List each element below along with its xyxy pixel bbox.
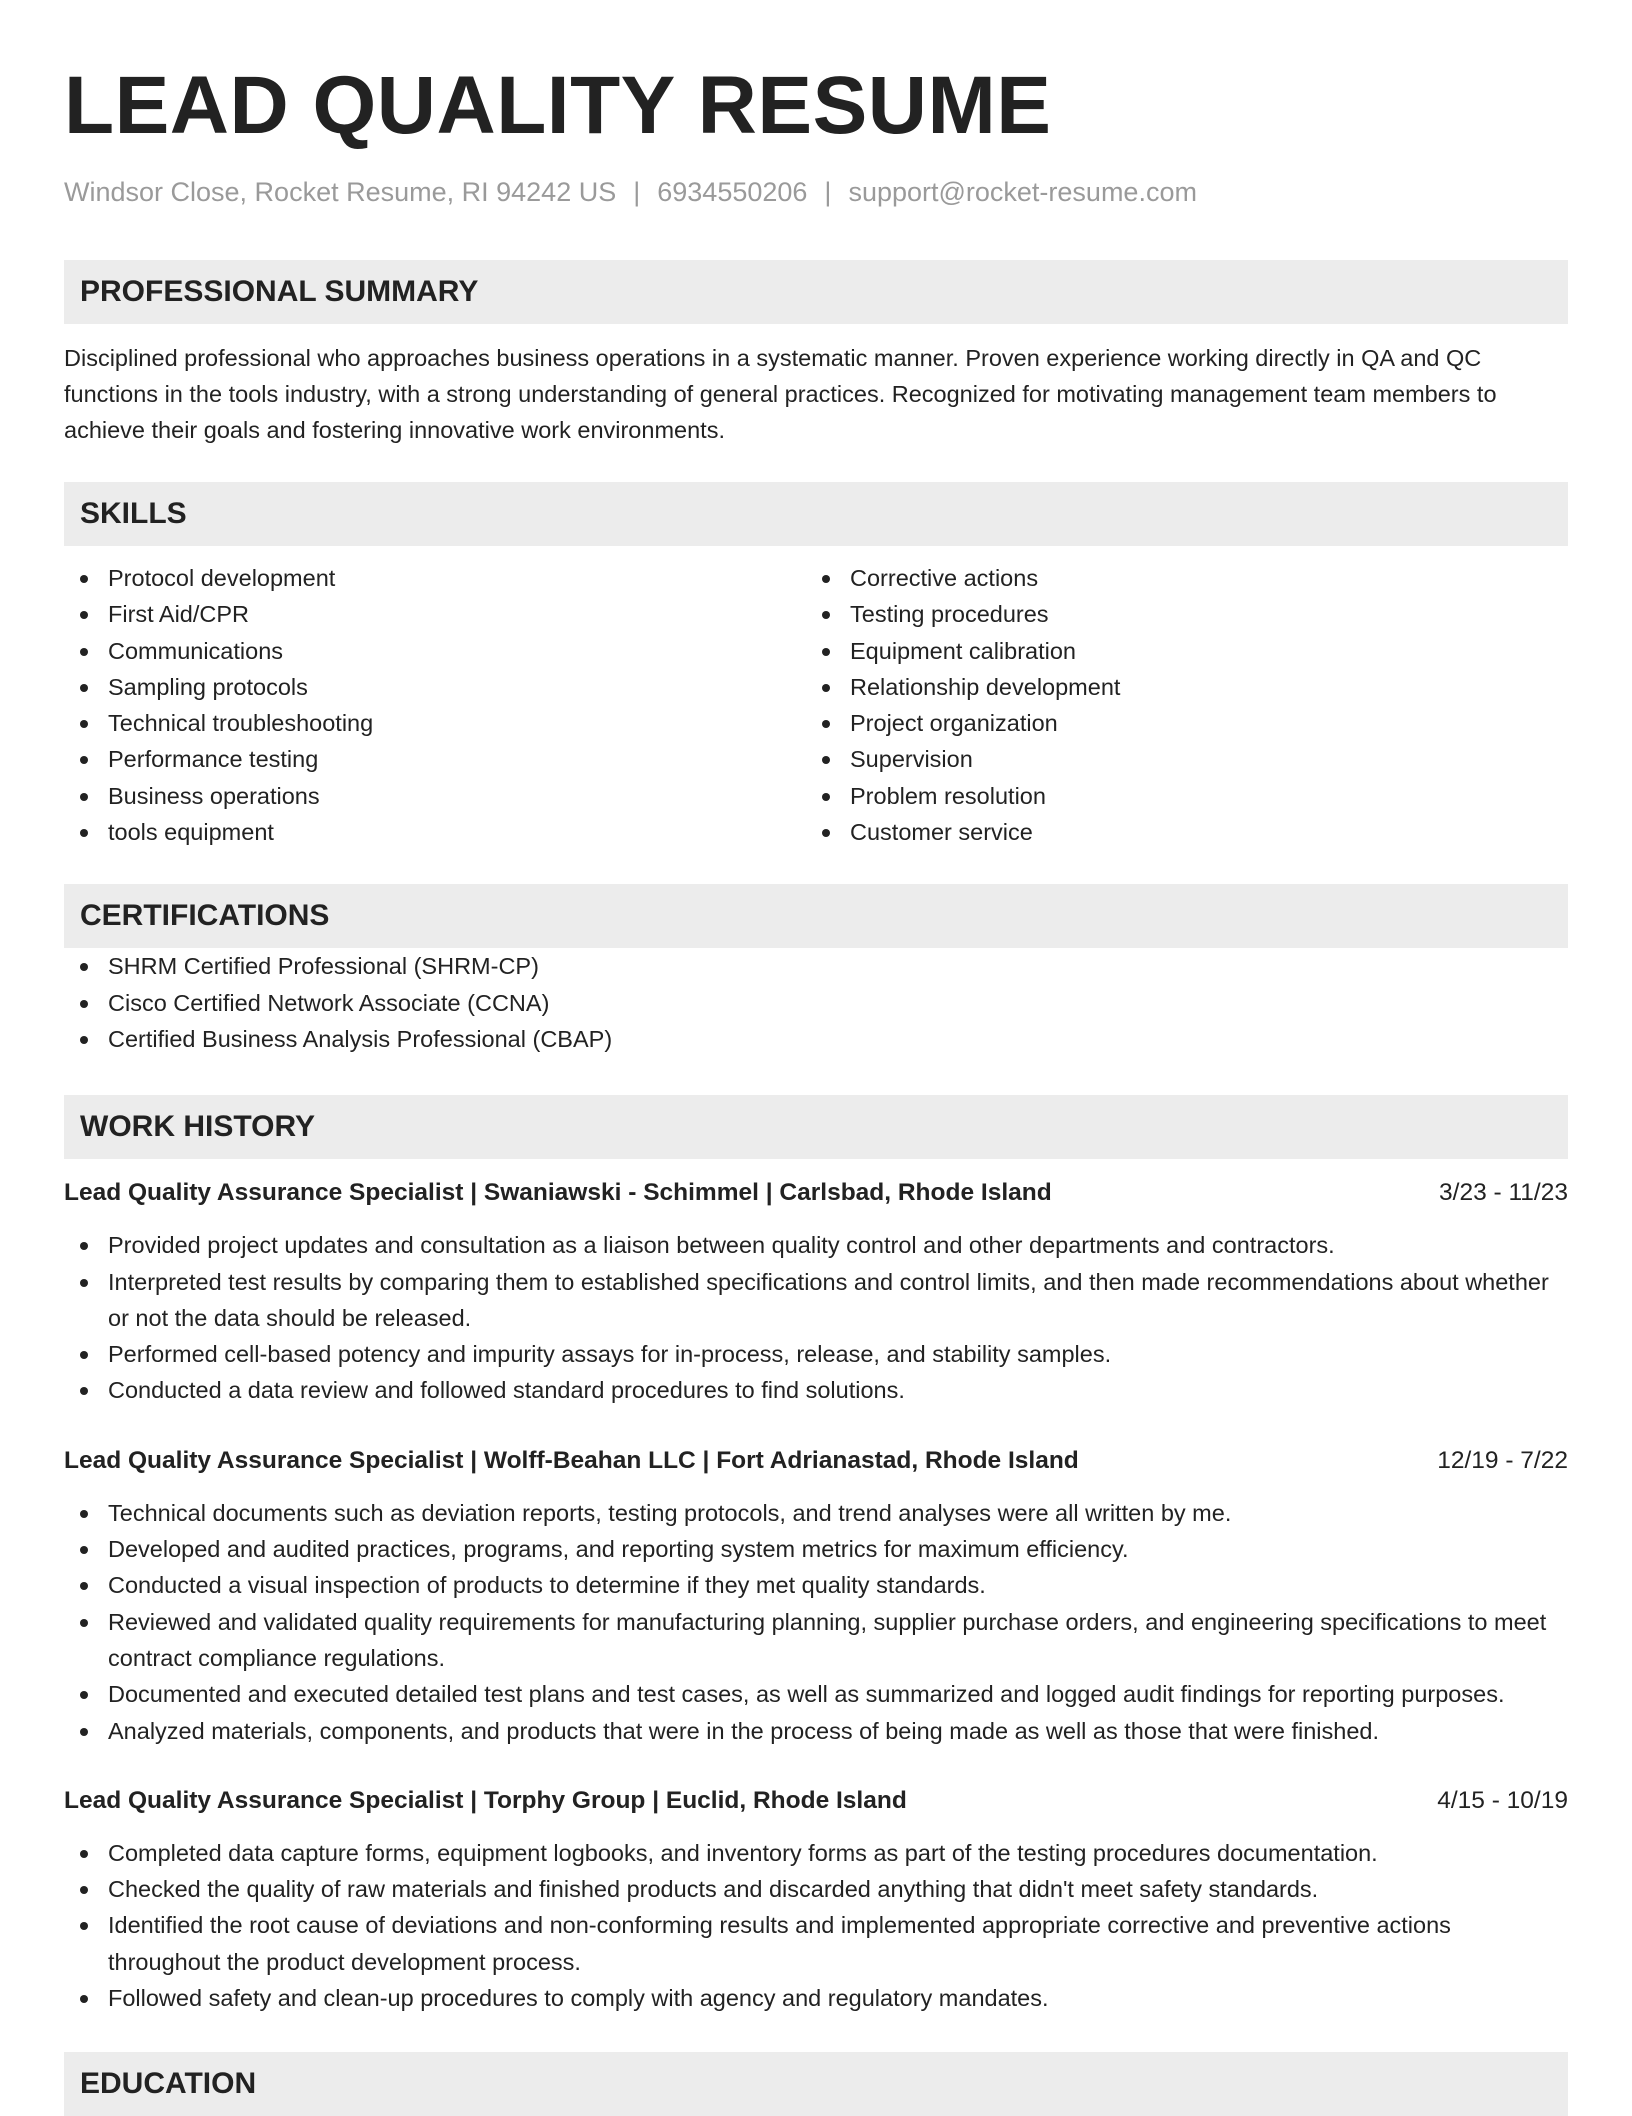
skill-item: Project organization xyxy=(806,705,1548,741)
skill-item: Technical troubleshooting xyxy=(64,705,806,741)
job-entry xyxy=(64,1443,1568,1749)
job-bullets xyxy=(64,1495,1568,1749)
job-bullet: Completed data capture forms, equipment logbooks, and inventory forms as part of the testing procedures documentation. xyxy=(64,1835,1568,1871)
contact-phone: 6934550206 xyxy=(657,177,808,207)
skill-item: Equipment calibration xyxy=(806,633,1548,669)
contact-line xyxy=(64,174,1568,210)
contact-separator: | xyxy=(824,177,832,207)
skills-column-right xyxy=(806,560,1548,850)
certification-item: SHRM Certified Professional (SHRM-CP) xyxy=(64,948,1568,984)
skill-item: Corrective actions xyxy=(806,560,1548,596)
job-header xyxy=(64,1175,1568,1211)
job-bullet: Reviewed and validated quality requirements for manufacturing planning, supplier purchase orders, and engineering specifications to meet contract compliance regulations. xyxy=(64,1604,1568,1677)
job-entry xyxy=(64,1175,1568,1408)
job-bullet: Provided project updates and consultation as a liaison between quality control and other departments and contractors. xyxy=(64,1227,1568,1263)
job-title: Lead Quality Assurance Specialist | Torphy Group | Euclid, Rhode Island xyxy=(64,1786,907,1814)
skill-item: Problem resolution xyxy=(806,778,1548,814)
resume-page xyxy=(64,0,1568,2116)
certification-item: Certified Business Analysis Professional (CBAP) xyxy=(64,1021,1568,1057)
skill-item: Supervision xyxy=(806,741,1548,777)
skill-item: Sampling protocols xyxy=(64,669,806,705)
skills-grid xyxy=(64,560,1568,850)
skill-item: Relationship development xyxy=(806,669,1548,705)
certification-item: Cisco Certified Network Associate (CCNA) xyxy=(64,985,1568,1021)
skill-item: Performance testing xyxy=(64,741,806,777)
job-bullet: Interpreted test results by comparing them to established specifications and control limits, and then made recommendations about whether or not the data should be released. xyxy=(64,1264,1568,1337)
skill-item: Communications xyxy=(64,633,806,669)
job-title: Lead Quality Assurance Specialist | Swaniawski - Schimmel | Carlsbad, Rhode Island xyxy=(64,1179,1052,1207)
contact-separator: | xyxy=(633,177,641,207)
contact-email: support@rocket-resume.com xyxy=(848,177,1197,207)
job-bullet: Technical documents such as deviation reports, testing protocols, and trend analyses were all written by me. xyxy=(64,1495,1568,1531)
job-bullets xyxy=(64,1227,1568,1408)
resume-name: LEAD QUALITY RESUME xyxy=(64,60,1052,151)
job-dates: 3/23 - 11/23 xyxy=(1439,1179,1568,1207)
job-title: Lead Quality Assurance Specialist | Wolff-Beahan LLC | Fort Adrianastad, Rhode Island xyxy=(64,1446,1079,1474)
skill-item: Testing procedures xyxy=(806,596,1548,632)
job-bullet: Documented and executed detailed test plans and test cases, as well as summarized and logged audit findings for reporting purposes. xyxy=(64,1676,1568,1712)
skill-item: Customer service xyxy=(806,814,1548,850)
job-bullet: Conducted a visual inspection of products to determine if they met quality standards. xyxy=(64,1567,1568,1603)
job-bullet: Checked the quality of raw materials and finished products and discarded anything that didn't meet safety standards. xyxy=(64,1871,1568,1907)
section-header-skills: SKILLS xyxy=(64,482,1568,546)
job-entry xyxy=(64,1783,1568,2016)
section-header-education: EDUCATION xyxy=(64,2052,1568,2116)
section-header-certifications: CERTIFICATIONS xyxy=(64,884,1568,948)
skills-list-left xyxy=(64,560,806,850)
skill-item: tools equipment xyxy=(64,814,806,850)
job-bullet: Conducted a data review and followed standard procedures to find solutions. xyxy=(64,1372,1568,1408)
skill-item: First Aid/CPR xyxy=(64,596,806,632)
skills-column-left xyxy=(64,560,806,850)
contact-address: Windsor Close, Rocket Resume, RI 94242 US xyxy=(64,177,617,207)
job-bullet: Analyzed materials, components, and products that were in the process of being made as well as those that were finished. xyxy=(64,1713,1568,1749)
skill-item: Business operations xyxy=(64,778,806,814)
job-bullet: Developed and audited practices, programs, and reporting system metrics for maximum efficiency. xyxy=(64,1531,1568,1567)
certifications-list xyxy=(64,948,1568,1057)
summary-text: Disciplined professional who approaches business operations in a systematic manner. Proven experience working directly in QA and QC functions in the tools industry, with a strong understanding of general practices. Recognized for motivating management team members to achieve their goals and fostering innovative work environments. xyxy=(64,345,1497,443)
job-dates: 12/19 - 7/22 xyxy=(1437,1446,1568,1474)
skills-list-right xyxy=(806,560,1548,850)
job-header xyxy=(64,1443,1568,1479)
job-bullet: Identified the root cause of deviations and non-conforming results and implemented appropriate corrective and preventive actions throughout the product development process. xyxy=(64,1907,1568,1980)
skill-item: Protocol development xyxy=(64,560,806,596)
job-bullet: Performed cell-based potency and impurity assays for in-process, release, and stability samples. xyxy=(64,1336,1568,1372)
section-header-summary: PROFESSIONAL SUMMARY xyxy=(64,260,1568,324)
job-dates: 4/15 - 10/19 xyxy=(1437,1786,1568,1814)
section-header-work-history: WORK HISTORY xyxy=(64,1095,1568,1159)
job-header xyxy=(64,1783,1568,1819)
job-bullets xyxy=(64,1835,1568,2016)
job-bullet: Followed safety and clean-up procedures to comply with agency and regulatory mandates. xyxy=(64,1980,1568,2016)
